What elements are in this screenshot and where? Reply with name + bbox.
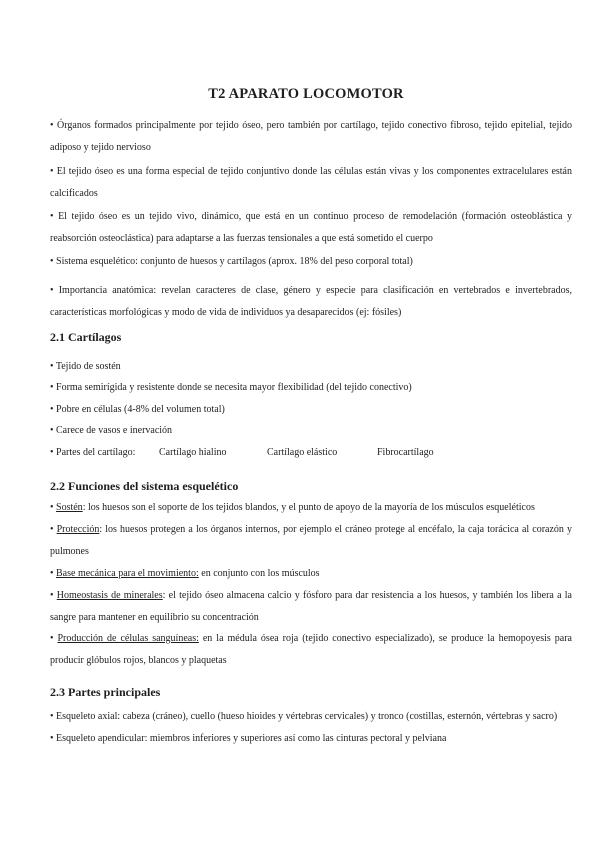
function-term: Homeostasis de minerales	[56, 590, 163, 601]
function-term: Protección	[56, 524, 100, 535]
section-heading-functions: 2.2 Funciones del sistema esquelético	[50, 479, 239, 493]
cartilage-parts-row	[50, 442, 572, 464]
cartilage-part-fibrocartilage: Fibrocartílago	[377, 447, 434, 458]
cartilage-item: • Pobre en células (4-8% del volumen total)	[50, 404, 225, 415]
intro-bullet-bone-tissue: • El tejido óseo es una forma especial de tejido conjuntivo donde las células están vivas y los componentes extracelulares están calcificados	[50, 166, 572, 199]
function-term: Sostén	[56, 502, 83, 513]
intro-bullet-organs: • Órganos formados principalmente por tejido óseo, pero también por cartílago, tejido conectivo fibroso, tejido epitelial, tejido adiposo y tejido nervioso	[50, 120, 572, 153]
section-heading-cartilage: 2.1 Cartílagos	[50, 330, 122, 344]
bullet: •	[50, 633, 58, 644]
cartilage-item: • Forma semirígida y resistente donde se necesita mayor flexibilidad (del tejido conectivo)	[50, 382, 412, 393]
section-heading-main-parts: 2.3 Partes principales	[50, 685, 161, 699]
bullet: •	[50, 524, 57, 535]
bullet: •	[50, 590, 57, 601]
function-item	[50, 628, 572, 672]
function-item	[50, 585, 572, 629]
main-parts-item: • Esqueleto apendicular: miembros inferiores y superiores así como las cinturas pectoral y pelviana	[50, 733, 447, 744]
function-item	[50, 497, 572, 519]
cartilage-part-hyaline: Cartílago hialino	[159, 447, 227, 458]
function-term: Producción de células sanguíneas:	[57, 633, 199, 644]
function-text: : los huesos protegen a los órganos internos, por ejemplo el cráneo protege al encéfalo, la caja torácica al corazón y pulmones	[50, 524, 572, 557]
cartilage-parts-label: • Partes del cartílago:	[50, 447, 136, 458]
bullet: •	[50, 568, 57, 579]
function-text: en conjunto con los músculos	[198, 568, 320, 579]
bullet: •	[50, 502, 57, 513]
function-item	[50, 563, 572, 585]
page-title: T2 APARATO LOCOMOTOR	[208, 86, 404, 102]
function-term: Base mecánica para el movimiento:	[56, 568, 199, 579]
cartilage-item: • Carece de vasos e inervación	[50, 425, 173, 436]
cartilage-part-elastic: Cartílago elástico	[267, 447, 338, 458]
function-item	[50, 519, 572, 563]
intro-bullet-remodeling: • El tejido óseo es un tejido vivo, dinámico, que está en un continuo proceso de remodelación (formación osteoblástica y reabsorción osteoclástica) para adaptarse a las fuerzas tensionales a que está sometido el cuerpo	[50, 211, 572, 244]
cartilage-item: • Tejido de sostén	[50, 361, 121, 372]
main-parts-item: • Esqueleto axial: cabeza (cráneo), cuello (hueso hioides y vértebras cervicales) y tronco (costillas, esternón, vértebras y sacro)	[50, 711, 558, 722]
intro-bullet-importance: • Importancia anatómica: revelan caracteres de clase, género y especie para clasificación en vertebrados e invertebrados, características morfológicas y modo de vida de individuos ya desaparecidos (ej: fósiles)	[50, 285, 572, 318]
function-text: : los huesos son el soporte de los tejidos blandos, y el punto de apoyo de la mayoría de los músculos esqueléticos	[82, 502, 535, 513]
function-text: : el tejido óseo almacena calcio y fósforo para dar resistencia a los huesos, y también los libera a la sangre para mantener en equilibrio su concentración	[50, 590, 572, 623]
intro-bullet-skeletal-system: • Sistema esquelético: conjunto de huesos y cartílagos (aprox. 18% del peso corporal total)	[50, 256, 413, 267]
function-text: en la médula ósea roja (tejido conectivo especializado), se produce la hemopoyesis para producir glóbulos rojos, blancos y plaquetas	[50, 633, 572, 666]
